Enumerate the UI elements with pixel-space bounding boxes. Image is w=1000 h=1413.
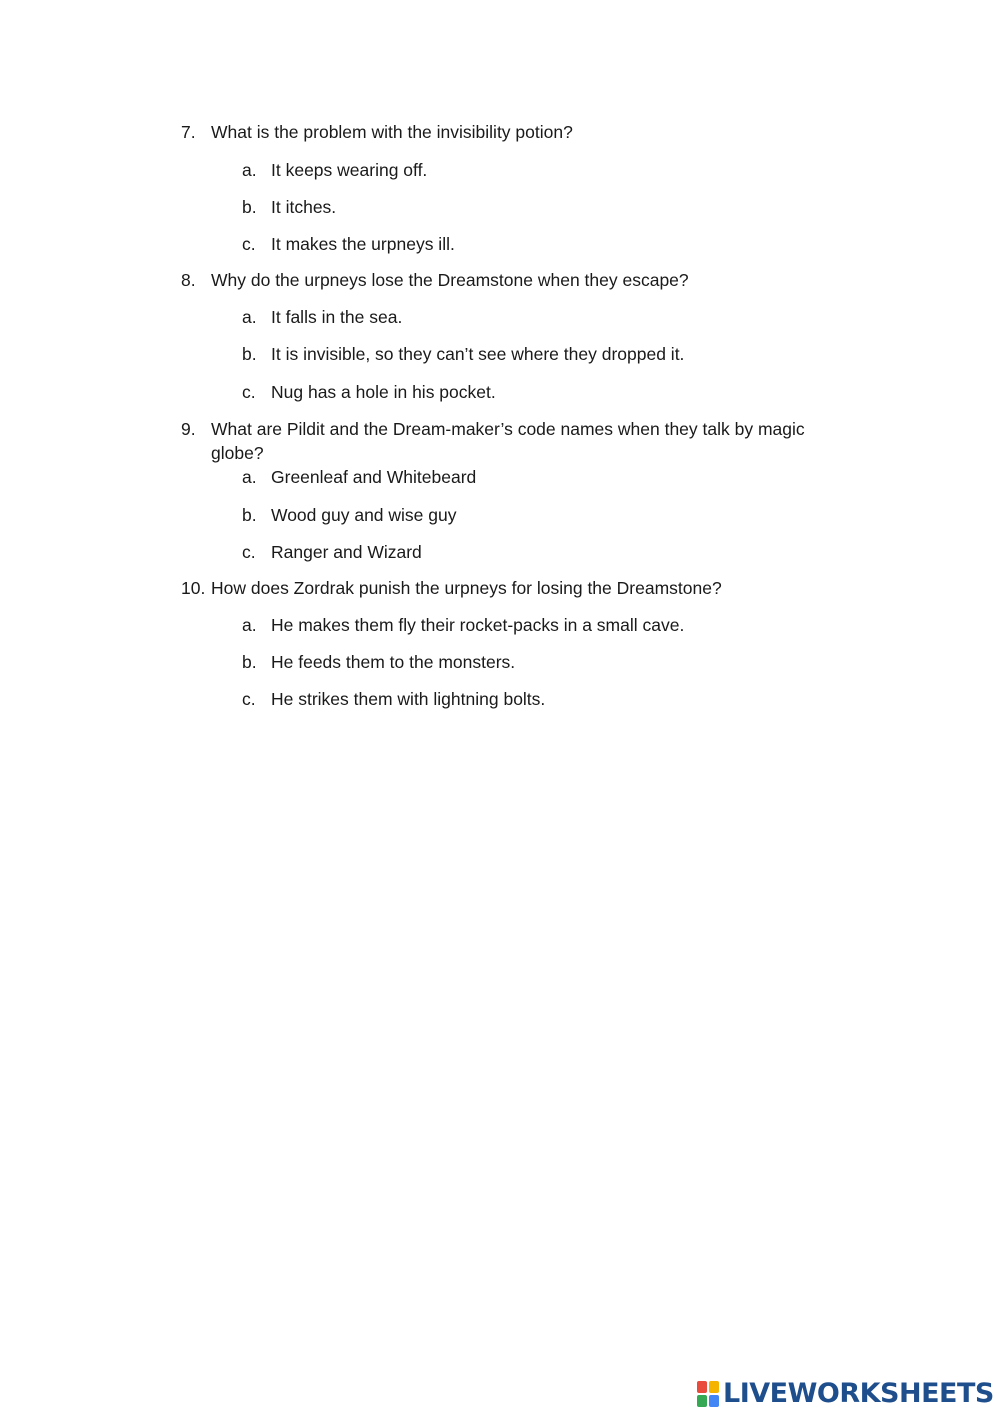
option-letter: b. [242, 505, 257, 525]
question-text: Why do the urpneys lose the Dreamstone when they escape? [211, 270, 689, 290]
option-text[interactable]: He feeds them to the monsters. [271, 652, 516, 672]
option-text[interactable]: It makes the urpneys ill. [271, 234, 455, 254]
question-number: 7. [181, 122, 196, 142]
option-text[interactable]: It keeps wearing off. [271, 160, 428, 180]
option-text[interactable]: It falls in the sea. [271, 307, 403, 327]
option-text[interactable]: It itches. [271, 197, 337, 217]
option-text[interactable]: It is invisible, so they can’t see where they dropped it. [271, 344, 685, 364]
option-letter: a. [242, 307, 257, 327]
option-letter: c. [242, 234, 256, 254]
option-letter: b. [242, 344, 257, 364]
option-letter: c. [242, 542, 256, 562]
option-letter: a. [242, 615, 257, 635]
question-number: 9. [181, 419, 196, 439]
option-letter: c. [242, 689, 256, 709]
option-letter: a. [242, 467, 257, 487]
liveworksheets-logo [697, 1379, 994, 1409]
option-letter: b. [242, 197, 257, 217]
option-letter: a. [242, 160, 257, 180]
question-text: What is the problem with the invisibility potion? [211, 122, 573, 142]
option-letter: c. [242, 382, 256, 402]
logo-text: LIVEWORKSHEETS [723, 1378, 994, 1409]
option-text[interactable]: He makes them fly their rocket-packs in a small cave. [271, 615, 685, 635]
option-text[interactable]: Greenleaf and Whitebeard [271, 467, 477, 487]
option-text[interactable]: Ranger and Wizard [271, 542, 422, 562]
option-letter: b. [242, 652, 257, 672]
option-text[interactable]: He strikes them with lightning bolts. [271, 689, 546, 709]
question-text: How does Zordrak punish the urpneys for losing the Dreamstone? [211, 578, 722, 598]
option-text[interactable]: Wood guy and wise guy [271, 505, 457, 525]
question-number: 10. [181, 578, 206, 598]
question-text: What are Pildit and the Dream-maker’s code names when they talk by magic globe? [211, 419, 805, 463]
option-text[interactable]: Nug has a hole in his pocket. [271, 382, 496, 402]
question-number: 8. [181, 270, 196, 290]
liveworksheets-mark-icon [697, 1380, 721, 1408]
